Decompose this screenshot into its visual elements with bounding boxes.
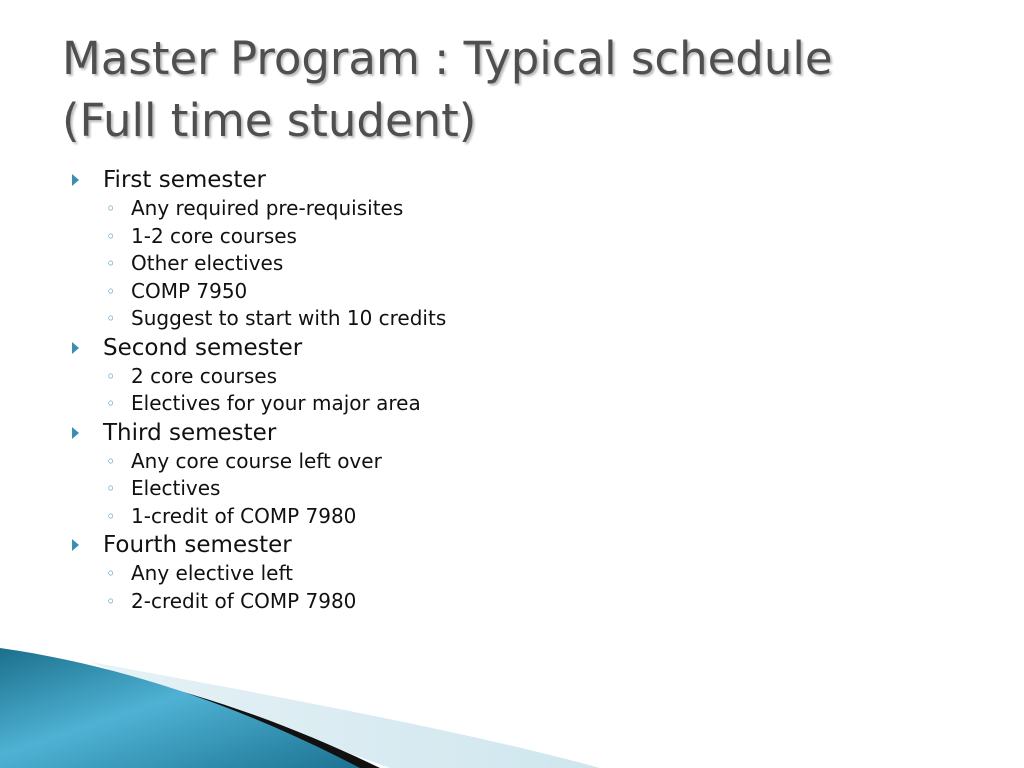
sub-item-text: Any elective left xyxy=(131,561,294,585)
circle-bullet-icon: ◦ xyxy=(106,281,116,301)
semester-heading: Second semester xyxy=(103,334,303,361)
semester-heading: Fourth semester xyxy=(103,532,292,558)
sub-item-text: Other electives xyxy=(131,251,284,275)
circle-bullet-icon: ◦ xyxy=(106,366,116,386)
sub-item-text: 1-credit of COMP 7980 xyxy=(131,503,357,528)
sub-item-text: Any core course left over xyxy=(131,448,382,473)
semester-heading: Third semester xyxy=(103,419,277,446)
circle-bullet-icon: ◦ xyxy=(106,226,116,246)
circle-bullet-icon: ◦ xyxy=(106,451,116,471)
sub-item-text: Any required pre-requisites xyxy=(131,196,404,220)
circle-bullet-icon: ◦ xyxy=(106,254,116,273)
circle-bullet-icon: ◦ xyxy=(106,591,116,611)
sub-item-text: Electives for your major area xyxy=(131,391,421,415)
semester-heading: First semester xyxy=(103,167,267,193)
sub-item-text: Electives xyxy=(131,476,221,500)
circle-bullet-icon: ◦ xyxy=(106,506,116,526)
sub-item-text: 2-credit of COMP 7980 xyxy=(131,588,357,613)
circle-bullet-icon: ◦ xyxy=(106,199,116,218)
sub-item-text: 1-2 core courses xyxy=(131,223,297,248)
title-line-2: (Full time student) xyxy=(62,94,477,147)
circle-bullet-icon: ◦ xyxy=(106,564,116,583)
circle-bullet-icon: ◦ xyxy=(106,479,116,498)
sub-item-text: 2 core courses xyxy=(131,363,278,388)
sub-item-text: Suggest to start with 10 credits xyxy=(131,306,447,330)
circle-bullet-icon: ◦ xyxy=(106,309,116,328)
circle-bullet-icon: ◦ xyxy=(106,394,116,413)
sub-item-text: COMP 7950 xyxy=(131,278,248,303)
title-line-1: Master Program : Typical schedule xyxy=(62,32,833,85)
